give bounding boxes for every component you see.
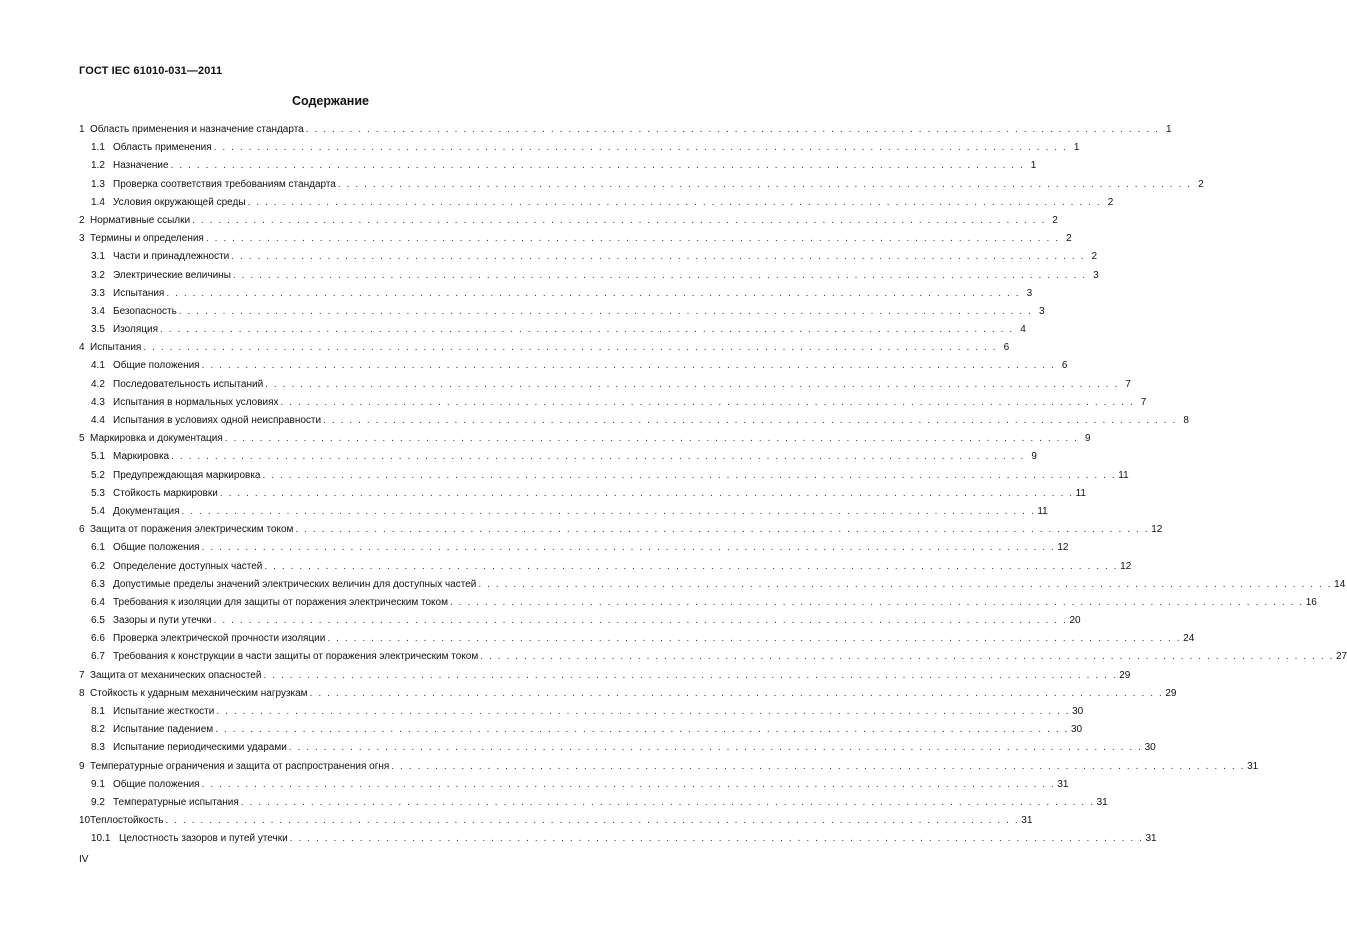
toc-entry[interactable] [79,339,1010,357]
toc-entry-label: Испытание периодическими ударами [113,742,287,754]
toc-entry[interactable] [79,412,1189,430]
toc-leader-dots [310,685,1164,703]
toc-entry-label: Нормативные ссылки [90,214,191,226]
toc-leader-dots [231,248,1085,266]
toc-entry-page: 11 [1037,505,1048,517]
toc-entry-label: Стойкость маркировки [113,487,218,499]
toc-entry-page: 3 [1026,287,1033,299]
toc-leader-dots [220,485,1074,503]
toc-leader-dots [160,321,1014,339]
toc-entry-number: 6.7 [91,651,105,663]
toc-entry-page: 2 [1052,214,1058,226]
toc-entry-number: 4.4 [91,415,105,426]
toc-entry-page: 31 [1057,778,1069,790]
toc-entry-number: 4.3 [91,396,105,408]
page-number: IV [79,854,89,865]
toc-entry-label: Документация [113,505,180,517]
toc-leader-dots [338,176,1192,194]
toc-leader-dots [391,758,1245,776]
toc-entry[interactable] [79,376,1131,394]
toc-entry[interactable] [79,430,1091,448]
toc-entry-page: 30 [1072,706,1084,717]
toc-entry-number: 4.1 [91,360,105,372]
toc-entry[interactable] [79,739,1156,757]
toc-leader-dots [327,630,1181,648]
toc-entry-page: 4 [1020,324,1026,336]
toc-entry-label: Целостность зазоров и путей утечки [119,833,288,845]
toc-entry[interactable] [79,794,1108,812]
toc-entry-label: Требования к изоляции для защиты от поражения электрическим током [113,596,448,608]
toc-entry-number: 9.2 [91,796,105,808]
toc-entry-number: 5 [79,433,85,445]
toc-entry-label: Электрические величины [113,269,231,281]
toc-entry-number: 8.1 [91,706,105,717]
toc-entry-number: 10.1 [91,833,111,845]
toc-entry-label: Испытание жесткости [113,706,215,717]
toc-entry-page: 1 [1073,142,1080,154]
toc-entry[interactable] [79,594,1317,612]
toc-entry-label: Допустимые пределы значений электрических величин для доступных частей [113,578,477,590]
toc-entry-page: 12 [1120,560,1132,572]
toc-leader-dots [182,503,1036,521]
toc-leader-dots [290,830,1144,848]
toc-leader-dots [262,467,1116,485]
toc-entry-page: 2 [1066,233,1072,245]
toc-entry-label: Испытания в условиях одной неисправности [113,415,322,426]
toc-entry-page: 2 [1198,178,1204,190]
toc-entry-number: 1.2 [91,160,105,172]
toc-entry-label: Защита от поражения электрическим током [90,524,294,536]
toc-entry-number: 5.2 [91,469,105,481]
toc-entry[interactable] [79,285,1033,303]
toc-entry[interactable] [79,630,1195,648]
toc-entry-label: Область применения [113,142,212,154]
toc-leader-dots [206,230,1060,248]
toc-entry-page: 27 [1336,651,1347,663]
toc-entry-label: Испытания [90,342,142,354]
toc-entry-number: 10 [79,815,91,827]
toc-leader-dots [478,576,1332,594]
toc-entry-label: Проверка электрической прочности изоляции [113,633,326,645]
table-of-contents [79,121,1347,849]
toc-leader-dots [289,739,1143,757]
toc-entry-number: 6.6 [91,633,105,645]
toc-entry[interactable] [79,357,1068,375]
toc-entry-page: 6 [1003,342,1010,354]
toc-entry-label: Маркировка и документация [90,433,223,445]
toc-entry-label: Проверка соответствия требованиям стандарта [113,178,336,190]
toc-entry-label: Испытание падением [113,724,214,736]
toc-entry-page: 7 [1125,378,1131,390]
toc-entry-page: 12 [1151,524,1163,536]
toc-leader-dots [179,303,1033,321]
toc-entry-page: 8 [1183,415,1189,426]
toc-entry[interactable] [79,667,1131,685]
toc-entry-page: 29 [1165,687,1177,699]
toc-entry-label: Теплостойкость [90,815,164,827]
toc-entry-label: Определение доступных частей [113,560,263,572]
toc-entry-number: 9 [79,760,85,772]
toc-entry-page: 9 [1084,433,1091,445]
toc-entry-label: Части и принадлежности [113,251,230,263]
page-title: Содержание [291,94,369,108]
toc-entry[interactable] [79,448,1037,466]
toc-leader-dots [323,412,1177,430]
toc-entry-label: Предупреждающая маркировка [113,469,261,481]
toc-entry-number: 7 [79,669,85,681]
toc-entry-page: 11 [1075,487,1086,499]
toc-entry-label: Последовательность испытаний [113,378,264,390]
toc-entry[interactable] [79,648,1347,666]
toc-leader-dots [166,812,1020,830]
toc-entry-page: 12 [1057,542,1069,554]
toc-entry-number: 6 [79,524,85,536]
toc-entry[interactable] [79,758,1259,776]
toc-entry-label: Испытания в нормальных условиях [113,396,279,408]
toc-entry-label: Температурные ограничения и защита от распространения огня [90,760,390,772]
toc-entry[interactable] [79,558,1132,576]
toc-entry[interactable] [79,248,1098,266]
toc-entry[interactable] [79,157,1037,175]
toc-entry-page: 16 [1305,596,1317,608]
toc-entry-label: Общие положения [113,542,200,554]
toc-entry-number: 1 [79,124,85,135]
toc-entry[interactable] [79,576,1346,594]
toc-entry[interactable] [79,467,1129,485]
toc-entry-page: 31 [1096,796,1108,808]
toc-entry-label: Испытания [113,287,165,299]
toc-leader-dots [202,776,1056,794]
toc-entry-label: Защита от механических опасностей [90,669,262,681]
toc-entry[interactable] [79,212,1058,230]
toc-entry-number: 6.1 [91,542,105,554]
toc-leader-dots [214,612,1068,630]
toc-entry-page: 14 [1334,578,1346,590]
toc-entry-page: 31 [1247,760,1259,772]
toc-entry-page: 31 [1021,815,1033,827]
toc-entry-page: 3 [1093,269,1099,281]
toc-entry-label: Маркировка [113,451,170,463]
toc-entry[interactable] [79,703,1084,721]
toc-entry[interactable] [79,194,1114,212]
toc-leader-dots [306,121,1160,139]
toc-entry[interactable] [79,485,1086,503]
toc-entry[interactable] [79,394,1147,412]
toc-entry-number: 8.2 [91,724,105,736]
toc-entry-number: 5.3 [91,487,105,499]
toc-entry-label: Назначение [113,160,169,172]
toc-entry-number: 3.5 [91,324,105,336]
toc-entry-number: 6.4 [91,596,105,608]
toc-leader-dots [214,139,1068,157]
toc-entry[interactable] [79,812,1033,830]
toc-entry-number: 8.3 [91,742,105,754]
toc-entry[interactable] [79,776,1069,794]
toc-entry-page: 2 [1107,196,1114,208]
toc-entry-number: 6.5 [91,615,105,627]
toc-entry-page: 11 [1118,469,1129,481]
toc-entry[interactable] [79,685,1177,703]
toc-entry-page: 7 [1140,396,1147,408]
toc-entry-number: 3 [79,233,85,245]
toc-entry-label: Условия окружающей среды [113,196,246,208]
toc-entry-number: 5.1 [91,451,105,463]
toc-leader-dots [233,267,1087,285]
toc-entry[interactable] [79,176,1204,194]
toc-leader-dots [216,703,1070,721]
toc-leader-dots [192,212,1046,230]
toc-leader-dots [171,157,1025,175]
toc-entry-page: 1 [1165,124,1172,135]
toc-entry-page: 31 [1145,833,1157,845]
toc-entry-number: 8 [79,687,85,699]
toc-entry[interactable] [79,612,1081,630]
toc-entry-label: Температурные испытания [113,796,239,808]
toc-entry-page: 30 [1070,724,1083,736]
toc-entry-page: 20 [1069,615,1081,627]
toc-entry-number: 9.1 [91,778,105,790]
toc-leader-dots [143,339,997,357]
toc-leader-dots [480,648,1334,666]
standard-designation: ГОСТ IEC 61010-031—2011 [79,65,223,77]
toc-entry-number: 2 [79,214,85,226]
toc-leader-dots [202,357,1056,375]
toc-entry[interactable] [79,830,1157,848]
toc-entry-label: Безопасность [113,305,177,317]
toc-entry[interactable] [79,303,1045,321]
toc-entry-label: Изоляция [113,324,158,336]
toc-entry-number: 6.2 [91,560,105,572]
toc-entry-number: 1.3 [91,178,105,190]
toc-leader-dots [248,194,1102,212]
toc-entry[interactable] [79,539,1069,557]
toc-entry-number: 4.2 [91,378,105,390]
toc-entry-page: 6 [1061,360,1068,372]
toc-entry-page: 24 [1183,633,1195,645]
toc-entry-page: 30 [1144,742,1156,754]
toc-entry-number: 3.3 [91,287,105,299]
toc-leader-dots [241,794,1095,812]
toc-entry-number: 5.4 [91,505,105,517]
toc-leader-dots [450,594,1304,612]
toc-entry-number: 4 [79,342,85,354]
toc-entry[interactable] [79,503,1048,521]
toc-leader-dots [225,430,1079,448]
toc-entry-number: 3.1 [91,251,105,263]
toc-leader-dots [295,521,1149,539]
toc-entry-page: 2 [1091,251,1098,263]
toc-entry-label: Общие положения [113,778,200,790]
toc-leader-dots [215,721,1069,739]
toc-entry[interactable] [79,121,1172,139]
toc-leader-dots [265,376,1119,394]
toc-leader-dots [202,539,1056,557]
toc-entry-page: 3 [1039,305,1045,317]
toc-entry-label: Зазоры и пути утечки [113,615,212,627]
toc-entry-number: 1.4 [91,196,105,208]
toc-entry-page: 9 [1031,451,1037,463]
toc-entry-number: 3.2 [91,269,105,281]
toc-entry[interactable] [79,267,1099,285]
toc-entry-number: 3.4 [91,305,105,317]
toc-entry[interactable] [79,230,1072,248]
toc-leader-dots [171,448,1025,466]
toc-entry[interactable] [79,521,1163,539]
toc-entry-page: 1 [1030,160,1037,172]
toc-entry[interactable] [79,321,1026,339]
toc-entry[interactable] [79,721,1083,739]
toc-entry-label: Термины и определения [90,233,204,245]
toc-entry-label: Общие положения [113,360,200,372]
toc-entry-label: Требования к конструкции в части защиты от поражения электрическим током [113,651,479,663]
toc-leader-dots [263,667,1117,685]
toc-leader-dots [166,285,1020,303]
toc-entry-number: 1.1 [91,142,105,154]
toc-entry-label: Стойкость к ударным механическим нагрузкам [90,687,308,699]
toc-leader-dots [281,394,1135,412]
toc-entry-label: Область применения и назначение стандарта [90,124,304,135]
toc-entry-number: 6.3 [91,578,105,590]
toc-entry-page: 29 [1119,669,1131,681]
toc-leader-dots [264,558,1118,576]
toc-entry[interactable] [79,139,1080,157]
